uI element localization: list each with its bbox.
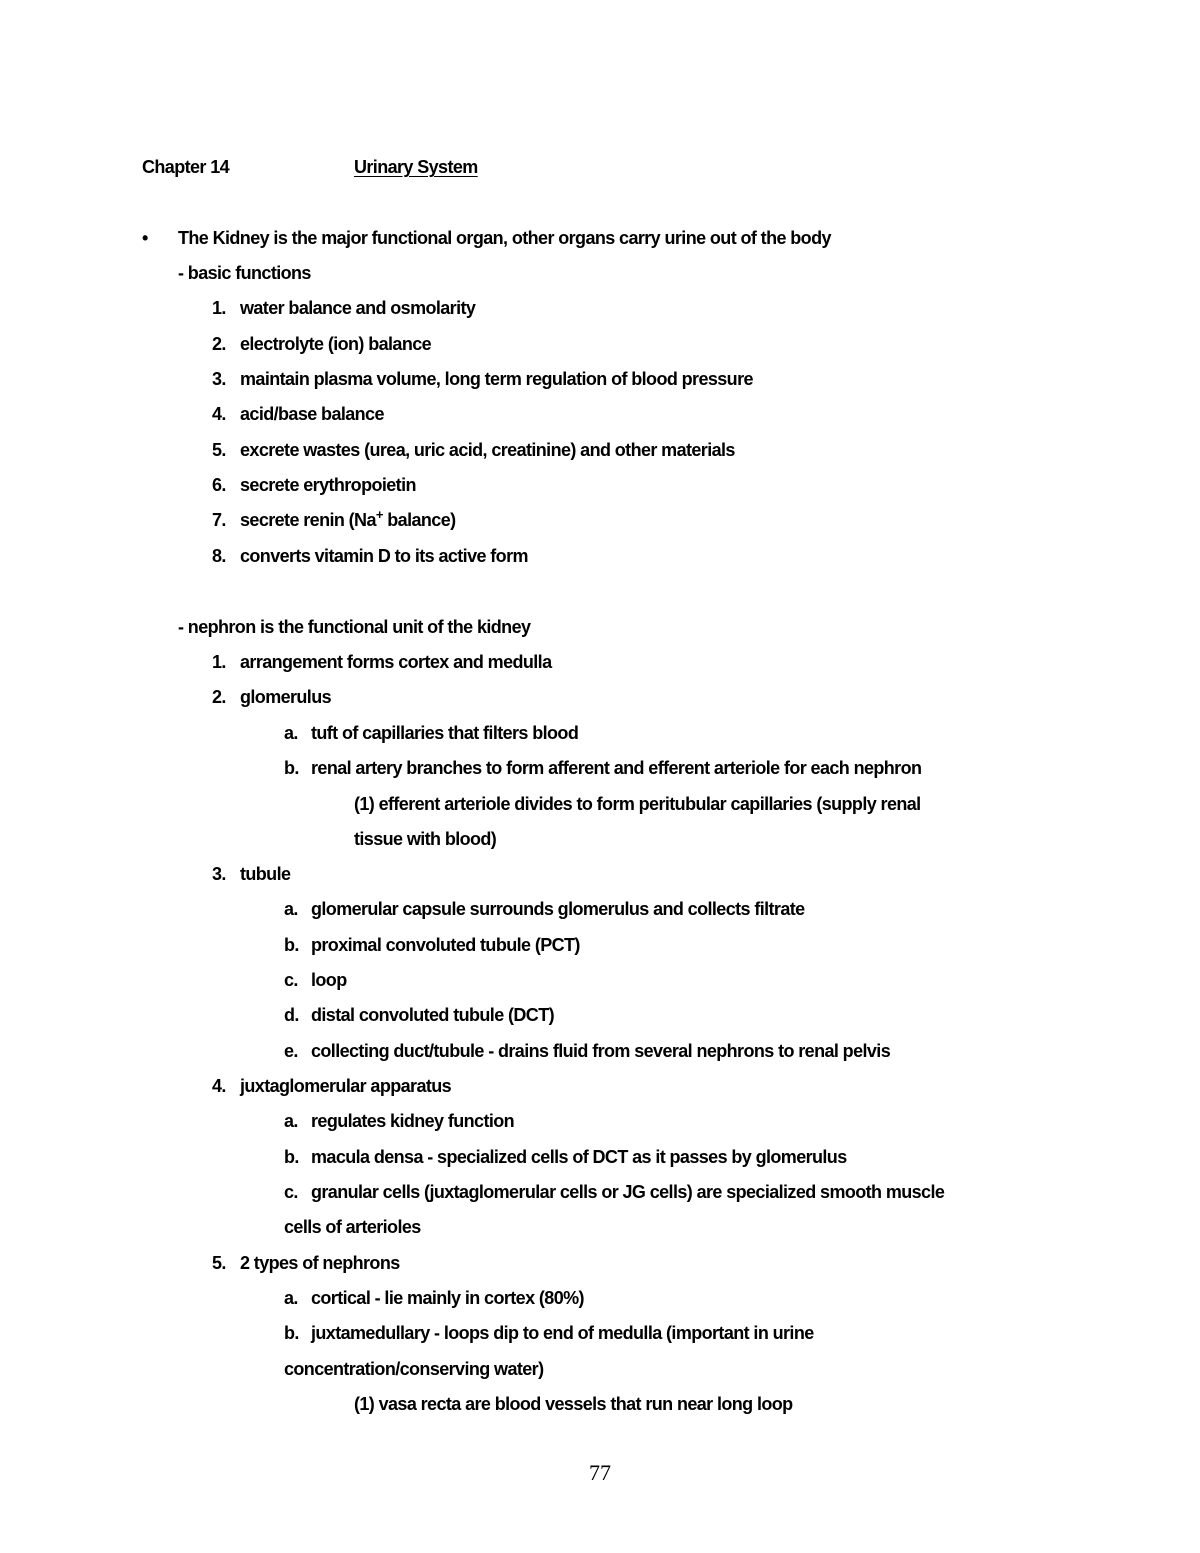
chapter-label: Chapter 14 <box>142 157 230 177</box>
list-number: 4. <box>212 1076 226 1096</box>
sub-letter: a. <box>284 899 298 919</box>
list-number: 4. <box>212 404 226 424</box>
list-item: arrangement forms cortex and medulla <box>240 652 552 672</box>
sub-item: macula densa - specialized cells of DCT as it passes by glomerulus <box>311 1147 847 1167</box>
sub-item: juxtamedullary - loops dip to end of medulla (important in urine <box>311 1323 814 1343</box>
list-number: 5. <box>212 440 226 460</box>
list-number: 8. <box>212 546 226 566</box>
sub-letter: a. <box>284 723 298 743</box>
list-item: electrolyte (ion) balance <box>240 334 432 354</box>
list-item: glomerulus <box>240 687 332 707</box>
sub-letter: a. <box>284 1111 298 1131</box>
sub-letter: d. <box>284 1005 299 1025</box>
sub-item: collecting duct/tubule - drains fluid from several nephrons to renal pelvis <box>311 1041 891 1061</box>
list-item: tubule <box>240 864 291 884</box>
sub-item: tuft of capillaries that filters blood <box>311 723 579 743</box>
list-item: water balance and osmolarity <box>240 298 476 318</box>
sub-sub-item: (1) efferent arteriole divides to form peritubular capillaries (supply renal <box>354 794 921 814</box>
sub-sub-item: (1) vasa recta are blood vessels that run near long loop <box>354 1394 793 1414</box>
sub-item: proximal convoluted tubule (PCT) <box>311 935 580 955</box>
intro-text: The Kidney is the major functional organ, other organs carry urine out of the body <box>178 228 831 248</box>
nephron-heading: - nephron is the functional unit of the kidney <box>178 617 531 637</box>
list-number: 1. <box>212 652 226 672</box>
sub-letter: b. <box>284 758 299 778</box>
list-item-text-after: balance) <box>382 510 456 530</box>
sub-letter: b. <box>284 1147 299 1167</box>
sub-item: cortical - lie mainly in cortex (80%) <box>311 1288 584 1308</box>
list-number: 7. <box>212 510 226 530</box>
sub-letter: c. <box>284 1182 298 1202</box>
sub-item: glomerular capsule surrounds glomerulus and collects filtrate <box>311 899 805 919</box>
list-item: juxtaglomerular apparatus <box>240 1076 452 1096</box>
basic-functions-heading: - basic functions <box>178 263 311 283</box>
sub-item: renal artery branches to form afferent and efferent arteriole for each nephron <box>311 758 922 778</box>
list-item: 2 types of nephrons <box>240 1253 400 1273</box>
sub-letter: b. <box>284 935 299 955</box>
superscript-plus: + <box>375 507 383 522</box>
list-item: excrete wastes (urea, uric acid, creatinine) and other materials <box>240 440 735 460</box>
sub-item-continued: concentration/conserving water) <box>284 1359 544 1379</box>
list-number: 5. <box>212 1253 226 1273</box>
list-item <box>240 509 456 531</box>
sub-item: distal convoluted tubule (DCT) <box>311 1005 554 1025</box>
bullet-icon: • <box>142 228 148 248</box>
sub-sub-item-continued: tissue with blood) <box>354 829 497 849</box>
list-item: secrete erythropoietin <box>240 475 416 495</box>
page-number: 77 <box>589 1460 611 1485</box>
sub-item: regulates kidney function <box>311 1111 515 1131</box>
list-number: 1. <box>212 298 226 318</box>
list-number: 3. <box>212 864 226 884</box>
list-number: 2. <box>212 687 226 707</box>
sub-item: granular cells (juxtaglomerular cells or JG cells) are specialized smooth muscle <box>311 1182 945 1202</box>
sub-letter: e. <box>284 1041 298 1061</box>
sub-letter: b. <box>284 1323 299 1343</box>
list-number: 3. <box>212 369 226 389</box>
sub-item: loop <box>311 970 347 990</box>
page-title: Urinary System <box>354 157 478 177</box>
sub-letter: c. <box>284 970 298 990</box>
list-number: 6. <box>212 475 226 495</box>
list-item: maintain plasma volume, long term regulation of blood pressure <box>240 369 753 389</box>
sub-letter: a. <box>284 1288 298 1308</box>
list-item: acid/base balance <box>240 404 384 424</box>
list-item-text-before: secrete renin (Na <box>240 510 376 530</box>
sub-item-continued: cells of arterioles <box>284 1217 421 1237</box>
list-item: converts vitamin D to its active form <box>240 546 528 566</box>
list-number: 2. <box>212 334 226 354</box>
